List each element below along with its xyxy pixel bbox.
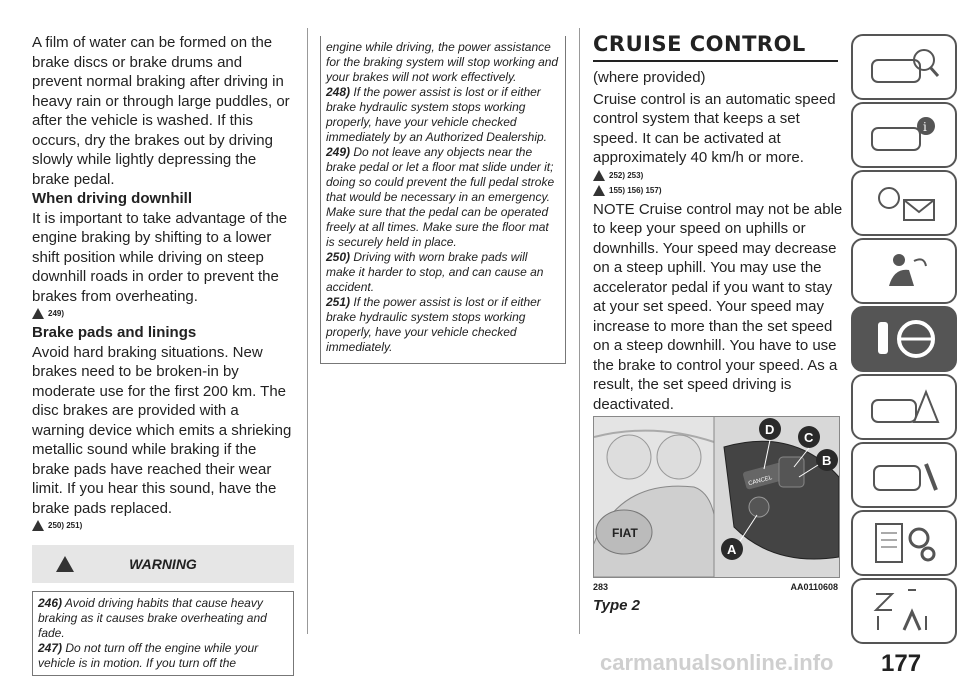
column-divider (579, 28, 580, 634)
heading-downhill: When driving downhill (32, 190, 192, 207)
warning-ref[interactable] (593, 170, 843, 181)
warning-item: engine while driving, the power assistance for the braking system will stop working and your brakes will not work effectively. (326, 40, 559, 84)
tab-starting-driving[interactable] (851, 306, 957, 372)
heading-brake-pads: Brake pads and linings (32, 324, 197, 341)
caution-icon (593, 185, 605, 196)
watermark: carmanualsonline.info (600, 650, 834, 675)
column-divider (307, 28, 308, 634)
callout-c: C (804, 430, 814, 445)
figure-number: 283 (593, 582, 609, 592)
tab-getting-to-know[interactable] (851, 34, 957, 100)
note-ref[interactable] (593, 185, 843, 196)
warning-header (32, 545, 294, 583)
callout-b: B (822, 453, 832, 468)
key-steering-wheel-icon (864, 314, 944, 364)
paragraph-downhill: It is important to take advantage of the engine braking by shifting to a lower shift position while driving on steep downhill roads in order to prevent the brakes from overheating. (32, 209, 288, 305)
tab-dashboard[interactable] (851, 102, 957, 168)
warning-item: 250) Driving with worn brake pads will make it harder to stop, and can cause an accident. (326, 250, 544, 294)
figure-caption (593, 582, 838, 592)
warning-item: 247) Do not turn off the engine while your vehicle is in motion. If you turn off the (38, 641, 259, 670)
tab-emergency[interactable] (851, 374, 957, 440)
warning-triangle-icon (32, 308, 44, 319)
warning-triangle-icon (32, 520, 44, 531)
warning-title: WARNING (129, 556, 197, 572)
column-2 (320, 0, 566, 364)
car-info-icon (864, 110, 944, 160)
car-service-icon (864, 450, 944, 500)
tab-safety[interactable] (851, 238, 957, 304)
specifications-icon (864, 518, 944, 568)
page-number: 177 (881, 650, 922, 677)
callout-d: D (765, 422, 775, 437)
tab-warning-lights[interactable] (851, 170, 957, 236)
car-breakdown-icon (864, 382, 944, 432)
heading-type2: Type 2 (593, 597, 640, 614)
svg-text:i: i (923, 120, 927, 134)
tab-servicing[interactable] (851, 442, 957, 508)
warning-triangle-icon (593, 170, 605, 181)
cancel-label: CANCEL (747, 475, 773, 488)
ref-250-251: 250) 251) (48, 521, 83, 530)
paragraph-cruise-intro: Cruise control is an automatic speed control system that keeps a set speed. It can be activated at approximately 40 km/h or more. (593, 90, 836, 166)
tab-index[interactable] (851, 578, 957, 644)
car-search-icon (864, 42, 944, 92)
airbag-person-icon (864, 246, 944, 296)
section-title: CRUISE CONTROL (593, 32, 838, 62)
brand-logo: FIAT (612, 526, 638, 540)
alphabet-index-icon (864, 586, 944, 636)
ref-155-157: 155) 156) 157) (609, 185, 662, 195)
figure-code: AA0110608 (790, 582, 838, 592)
paragraph-water-film: A film of water can be formed on the brake discs or brake drums and prevent normal braking after driving in heavy rain or through large puddles, or after the vehicle is washed. If this occurs, dry the brakes out by driving slowly while lightly depressing the brake pedal. (32, 34, 290, 188)
warning-item: 249) Do not leave any objects near the brake pedal or let a floor mat slide under it; doing so could prevent the full pedal stroke that would be necessary in an emergency. Make sure that the pedal can be operated freely at all times. Make sure the floor mat is securely held in place. (326, 145, 555, 249)
warning-icon (56, 556, 74, 572)
tab-technical-data[interactable] (851, 510, 957, 576)
ref-252-253: 252) 253) (609, 170, 644, 180)
callout-a: A (727, 542, 737, 557)
column-1 (32, 0, 294, 676)
ref-249: 249) (48, 309, 65, 318)
warning-ref[interactable] (32, 308, 294, 319)
warning-ref[interactable] (32, 520, 294, 531)
steering-wheel-illustration (594, 417, 839, 577)
paragraph-note: NOTE Cruise control may not be able to keep your speed on uphills or downhills. Your speed may decrease on a steep uphill. You may use the accelerator pedal if you want to stay at your set speed. Your speed may increase to more than the set speed on a steep downhill. You have to use the brake to control your speed. As a result, the set speed driving is deactivated. (593, 200, 843, 413)
warning-item: 248) If the power assist is lost or if either brake hydraulic system stops working properly, have your vehicle checked immediately by an Authorized Dealership. (326, 85, 547, 144)
warning-box-continued (320, 36, 566, 364)
paragraph-brake-pads: Avoid hard braking situations. New brakes need to be broken-in by moderate use for the first 200 km. The disc brakes are provided with a warning device which emits a shrieking metallic sound while braking if the brake pads have reached their wear limit. If you hear this sound, have the brake pads replaced. (32, 343, 292, 517)
warning-lights-icon (864, 178, 944, 228)
warning-item: 246) Avoid driving habits that cause heavy braking as it causes brake overheating and fade. (38, 596, 267, 640)
column-3 (593, 0, 843, 453)
where-provided: (where provided) (593, 69, 706, 86)
cruise-control-figure (593, 416, 840, 578)
warning-box (32, 591, 294, 676)
warning-item: 251) If the power assist is lost or if either brake hydraulic system stops working properly, have your vehicle checked immediately. (326, 295, 541, 354)
